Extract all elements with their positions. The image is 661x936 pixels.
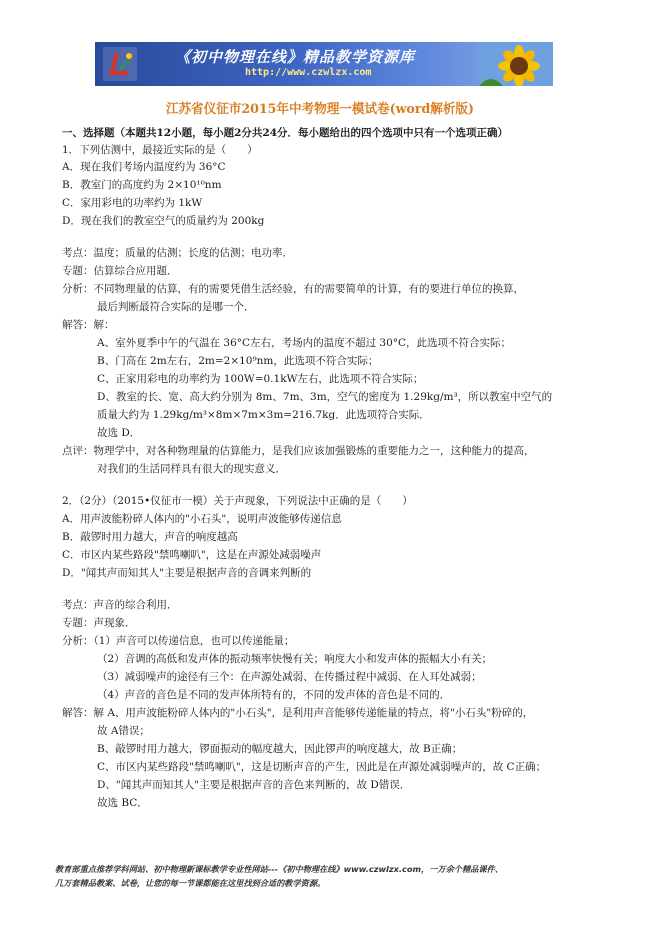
- q2-analysis-line: （4）声音的音色是不同的发声体所特有的，不同的发声体的音色是不同的．: [97, 689, 451, 701]
- q1-answer-line: B、门高在 2m左右，2m=2×10⁹nm，此选项不符合实际；: [97, 355, 379, 367]
- document-title: 江苏省仪征市2015年中考物理一模试卷(word解析版): [165, 102, 474, 117]
- banner-title: 《初中物理在线》精品教学资源库: [175, 48, 416, 66]
- q2-analysis-line: （3）减弱噪声的途径有三个：在声源处减弱、在传播过程中减弱、在人耳处减弱；: [97, 671, 482, 683]
- q2-answer-line: 解答：解 A、用声波能粉碎人体内的"小石头"，是利用声音能够传递能量的特点，将"小石头"粉碎的，: [62, 707, 534, 719]
- q1-analysis-line: 分析：不同物理量的估算，有的需要凭借生活经验，有的需要简单的计算，有的要进行单位的换算，: [62, 283, 524, 295]
- q2-option-b: B．敲锣时用力越大，声音的响度越高: [62, 531, 238, 543]
- q1-answer-line: 质量大约为 1.29kg/m³×8m×7m×3m=216.7kg．此选项符合实际．: [97, 409, 430, 421]
- q2-option-c: C．市区内某些路段"禁鸣喇叭"，这是在声源处减弱噪声: [62, 549, 322, 561]
- q2-answer-line: 故 A错误；: [97, 725, 150, 737]
- q1-answer-line: 故选 D．: [97, 427, 141, 439]
- q1-zhuanti: 专题：估算综合应用题．: [62, 265, 178, 277]
- page-footer: [55, 862, 503, 890]
- q1-answer-label: 解答：解：: [62, 319, 115, 331]
- q1-comment-line: 对我们的生活同样具有很大的现实意义．: [97, 463, 286, 475]
- q2-option-d: D．"闻其声而知其人"主要是根据声音的音调来判断的: [62, 567, 312, 579]
- q1-option-b: B．教室门的高度约为 2×10¹⁰nm: [62, 179, 222, 191]
- q1-option-c: C．家用彩电的功率约为 1kW: [62, 197, 203, 209]
- sunflower-image: [479, 42, 553, 86]
- q2-option-a: A．用声波能粉碎人体内的"小石头"，说明声波能够传递信息: [62, 513, 342, 525]
- q1-answer-line: A、室外夏季中午的气温在 36°C左右，考场内的温度不超过 30°C，此选项不符合实际；: [97, 337, 512, 349]
- q1-option-a: A．现在我们考场内温度约为 36°C: [62, 161, 226, 173]
- q2-answer-line: B、敲锣时用力越大，锣面振动的幅度越大，因此锣声的响度越大，故 B正确；: [97, 743, 463, 755]
- q2-analysis-line: 分析：（1）声音可以传递信息，也可以传递能量；: [62, 635, 295, 647]
- q2-answer-line: D、"闻其声而知其人"主要是根据声音的音色来判断的，故 D错误．: [97, 779, 411, 791]
- q1-option-d: D．现在我们的教室空气的质量约为 200kg: [62, 215, 265, 227]
- q1-answer-line: C、正家用彩电的功率约为 100W=0.1kW左右，此选项不符合实际；: [97, 373, 424, 385]
- q2-analysis-line: （2）音调的高低和发声体的振动频率快慢有关；响度大小和发声体的振幅大小有关；: [97, 653, 493, 665]
- footer-line: 教育部重点推荐学科网站、初中物理新课标教学专业性网站---《初中物理在线》www.czwlzx.com，一万余个精品课件、: [55, 864, 503, 874]
- site-logo-icon: [103, 47, 137, 81]
- q2-kaodian: 考点：声音的综合利用．: [62, 599, 178, 611]
- q1-comment-line: 点评：物理学中，对各种物理量的估算能力，是我们应该加强锻炼的重要能力之一，这种能力的提高，: [62, 445, 535, 457]
- q1-stem: 1．下列估测中，最接近实际的是（ ）: [62, 144, 258, 156]
- q2-answer-line: C、市区内某些路段"禁鸣喇叭"，这是切断声音的产生，因此是在声源处减弱噪声的，故 C正确；: [97, 761, 547, 773]
- q2-stem: 2．（2分）（2015•仪征市一模）关于声现象，下列说法中正确的是（ ）: [62, 495, 413, 507]
- q1-analysis-line: 最后判断最符合实际的是哪一个．: [97, 301, 255, 313]
- q1-kaodian: 考点：温度；质量的估测；长度的估测；电功率．: [62, 247, 293, 259]
- section-heading: 一、选择题（本题共12小题，每小题2分共24分．每小题给出的四个选项中只有一个选项正确）: [62, 127, 509, 139]
- banner-url[interactable]: http://www.czwlzx.com: [245, 67, 372, 78]
- q2-zhuanti: 专题：声现象．: [62, 617, 136, 629]
- footer-line: 几万套精品教案、试卷，让您的每一节课都能在这里找到合适的教学资源。: [55, 878, 326, 888]
- q2-answer-line: 故选 BC．: [97, 797, 148, 809]
- header-banner: [95, 42, 553, 86]
- q1-answer-line: D、教室的长、宽、高大约分别为 8m、7m、3m，空气的密度为 1.29kg/m³，所以教室中空气的: [97, 391, 553, 403]
